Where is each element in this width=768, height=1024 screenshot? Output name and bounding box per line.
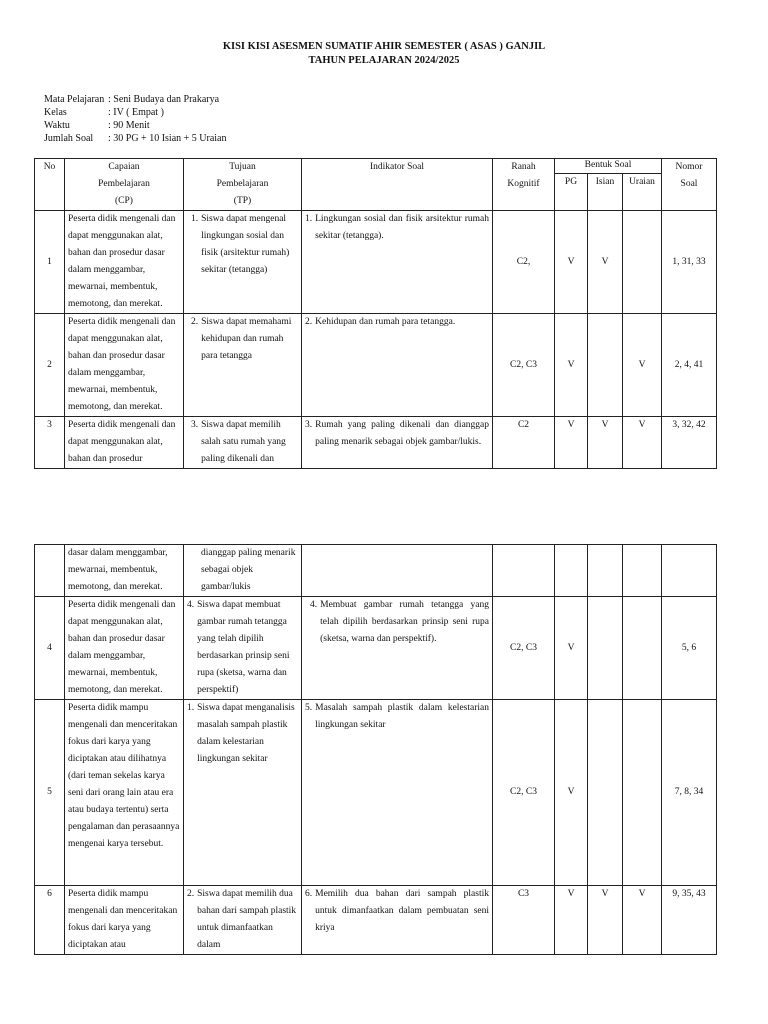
cell-no: 6 <box>35 886 65 955</box>
cell-nomor <box>662 545 717 597</box>
cell-cp: Peserta didik mampu mengenali dan menceritakan fokus dari karya yang diciptakan atau dilihatnya (dari teman sekelas karya seni dari orang lain atau era atau budaya tertentu) serta pengalaman dan perasaannya mengenai karya tersebut. <box>65 700 184 886</box>
cell-ranah: C3 <box>493 886 555 955</box>
cell-isian: V <box>588 886 623 955</box>
cell-uraian: V <box>623 886 662 955</box>
cell-uraian: V <box>623 314 662 417</box>
title-line-2: TAHUN PELAJARAN 2024/2025 <box>308 55 460 66</box>
meta-key: Kelas <box>44 107 67 118</box>
cell-ranah: C2, C3 <box>493 314 555 417</box>
meta-value: : 30 PG + 10 Isian + 5 Uraian <box>108 133 227 144</box>
cell-ranah: C2 <box>493 417 555 469</box>
cell-indikator: 5. Masalah sampah plastik dalam kelestarian lingkungan sekitar <box>302 700 493 886</box>
cell-uraian <box>623 700 662 886</box>
meta-key: Waktu <box>44 120 70 131</box>
table-row <box>35 597 717 700</box>
cell-cp: Peserta didik mengenali dan dapat menggunakan alat, bahan dan prosedur dasar dalam menggambar, mewarnai, membentuk, memotong, dan merekat. <box>65 314 184 417</box>
table-row <box>35 700 717 886</box>
meta-value: : Seni Budaya dan Prakarya <box>108 94 220 105</box>
cell-isian: V <box>588 211 623 314</box>
kisi-table-part-1 <box>34 158 717 469</box>
cell-indikator: 2. Kehidupan dan rumah para tetangga. <box>302 314 493 417</box>
cell-nomor: 5, 6 <box>662 597 717 700</box>
cell-cp: dasar dalam menggambar, mewarnai, membentuk, memotong, dan merekat. <box>65 545 184 597</box>
cell-cp: Peserta didik mengenali dan dapat menggunakan alat, bahan dan prosedur <box>65 417 184 469</box>
table-row <box>35 417 717 469</box>
header-uraian: Uraian <box>623 174 662 211</box>
cell-indikator <box>302 545 493 597</box>
cell-tp: 2. Siswa dapat memahami kehidupan dan rumah para tetangga <box>184 314 302 417</box>
cell-pg: V <box>555 886 588 955</box>
cell-uraian <box>623 545 662 597</box>
cell-indikator: 6. Memilih dua bahan dari sampah plastik untuk dimanfaatkan dalam pembuatan seni kriya <box>302 886 493 955</box>
cell-cp: Peserta didik mengenali dan dapat menggunakan alat, bahan dan prosedur dasar dalam menggambar, mewarnai, membentuk, memotong, dan merekat. <box>65 211 184 314</box>
cell-ranah: C2, C3 <box>493 700 555 886</box>
cell-indikator: 4. Membuat gambar rumah tetangga yang telah dipilih berdasarkan prinsip seni rupa (sketsa, warna dan perspektif). <box>302 597 493 700</box>
cell-pg: V <box>555 417 588 469</box>
cell-isian: V <box>588 417 623 469</box>
table-row <box>35 886 717 955</box>
cell-pg: V <box>555 211 588 314</box>
meta-key: Mata Pelajaran <box>44 94 105 105</box>
cell-isian <box>588 314 623 417</box>
header-indikator: Indikator Soal <box>302 159 493 211</box>
meta-row <box>44 132 227 145</box>
cell-ranah: C2, C3 <box>493 597 555 700</box>
header-pg: PG <box>555 174 588 211</box>
cell-indikator: 1. Lingkungan sosial dan fisik arsitektur rumah sekitar (tetangga). <box>302 211 493 314</box>
cell-no: 4 <box>35 597 65 700</box>
cell-pg: V <box>555 314 588 417</box>
cell-no: 2 <box>35 314 65 417</box>
table-row <box>35 314 717 417</box>
cell-tp: 2. Siswa dapat memilih dua bahan dari sampah plastik untuk dimanfaatkan dalam <box>184 886 302 955</box>
cell-uraian <box>623 211 662 314</box>
table-row <box>35 211 717 314</box>
cell-cp: Peserta didik mampu mengenali dan menceritakan fokus dari karya yang diciptakan atau <box>65 886 184 955</box>
header-tp: Tujuan Pembelajaran (TP) <box>184 159 302 211</box>
header-ranah: Ranah Kognitif <box>493 159 555 211</box>
meta-row <box>44 119 227 132</box>
cell-nomor: 3, 32, 42 <box>662 417 717 469</box>
cell-ranah <box>493 545 555 597</box>
cell-tp: 4. Siswa dapat membuat gambar rumah tetangga yang telah dipilih berdasarkan prinsip seni rupa (sketsa, warna dan perspektif) <box>184 597 302 700</box>
header-isian: Isian <box>588 174 623 211</box>
header-bentuk-soal: Bentuk Soal <box>555 159 662 174</box>
meta-key: Jumlah Soal <box>44 133 94 144</box>
cell-tp: 1. Siswa dapat menganalisis masalah sampah plastik dalam kelestarian lingkungan sekitar <box>184 700 302 886</box>
cell-tp: 1. Siswa dapat mengenal lingkungan sosial dan fisik (arsitektur rumah) sekitar (tetangga) <box>184 211 302 314</box>
document-meta <box>44 93 227 145</box>
cell-nomor: 9, 35, 43 <box>662 886 717 955</box>
cell-pg: V <box>555 700 588 886</box>
cell-indikator: 3. Rumah yang paling dikenali dan dianggap paling menarik sebagai objek gambar/lukis. <box>302 417 493 469</box>
title-line-1: KISI KISI ASESMEN SUMATIF AHIR SEMESTER ( ASAS ) GANJIL <box>222 41 546 52</box>
cell-tp: dianggap paling menarik sebagai objek gambar/lukis <box>184 545 302 597</box>
meta-value: : IV ( Empat ) <box>108 107 164 118</box>
cell-isian <box>588 545 623 597</box>
cell-isian <box>588 597 623 700</box>
cell-no: 3 <box>35 417 65 469</box>
cell-no: 1 <box>35 211 65 314</box>
cell-uraian: V <box>623 417 662 469</box>
cell-no: 5 <box>35 700 65 886</box>
cell-nomor: 7, 8, 34 <box>662 700 717 886</box>
cell-ranah: C2, <box>493 211 555 314</box>
table-row <box>35 545 717 597</box>
meta-row <box>44 106 227 119</box>
cell-uraian <box>623 597 662 700</box>
meta-value: : 90 Menit <box>108 120 150 131</box>
table-header-row <box>35 159 717 174</box>
header-no: No <box>35 159 65 211</box>
cell-pg <box>555 545 588 597</box>
document-title <box>0 40 768 68</box>
kisi-table-part-2 <box>34 544 717 955</box>
cell-isian <box>588 700 623 886</box>
meta-row <box>44 93 227 106</box>
cell-pg: V <box>555 597 588 700</box>
header-cp: Capaian Pembelajaran (CP) <box>65 159 184 211</box>
cell-no <box>35 545 65 597</box>
header-nomor: Nomor Soal <box>662 159 717 211</box>
cell-cp: Peserta didik mengenali dan dapat menggunakan alat, bahan dan prosedur dasar dalam menggambar, mewarnai, membentuk, memotong, dan merekat. <box>65 597 184 700</box>
cell-tp: 3. Siswa dapat memilih salah satu rumah yang paling dikenali dan <box>184 417 302 469</box>
cell-nomor: 2, 4, 41 <box>662 314 717 417</box>
cell-nomor: 1, 31, 33 <box>662 211 717 314</box>
